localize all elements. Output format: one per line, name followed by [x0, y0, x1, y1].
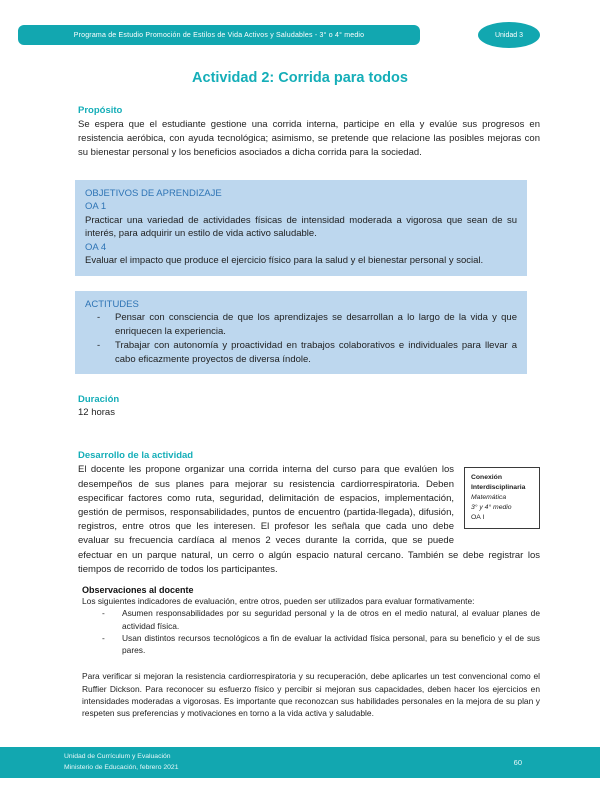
actitud-item — [85, 311, 517, 339]
page-number: 60 — [513, 758, 522, 767]
actitud-text: Pensar con consciencia de que los aprendizajes se desarrollan a lo largo de la vida y que enriquecen la experiencia. — [115, 312, 517, 337]
proposito-text: Se espera que el estudiante gestione una corrida interna, participe en ella y evalúe sus progresos en resistencia aeróbica, con ayuda tecnológica; asimismo, se pretende que relacione las posibles mejoras con su bienestar personal y los beneficios asociados a dicha corrida para la sociedad. — [78, 119, 540, 159]
dash-bullet: - — [102, 608, 105, 619]
conexion-interdisciplinaria-box — [464, 467, 540, 529]
objetivo-text: Practicar una variedad de actividades físicas de intensidad moderada a vigorosa que sean de su interés, para adquirir un estilo de vida activo saludable. — [85, 214, 517, 240]
observaciones-heading: Observaciones al docente — [82, 584, 194, 595]
duracion-value: 12 horas — [78, 407, 115, 419]
activity-title: Actividad 2: Corrida para todos — [192, 70, 408, 86]
duracion-section — [78, 394, 540, 418]
footer-line1: Unidad de Currículum y Evaluación — [64, 753, 171, 760]
unit-badge-label: Unidad 3 — [494, 31, 524, 39]
conexion-oa: OA I — [471, 514, 485, 522]
objetivos-heading: OBJETIVOS DE APRENDIZAJE — [85, 187, 222, 199]
actitudes-box — [75, 291, 527, 375]
observaciones-item — [82, 607, 540, 632]
header-program-bar — [18, 25, 420, 45]
objetivo-code: OA 1 — [85, 201, 107, 213]
footer-bar — [0, 747, 600, 778]
observaciones-section — [78, 585, 540, 720]
content-column — [78, 105, 540, 720]
desarrollo-text: El docente les propone organizar una corrida interna del curso para que evalúen los desempeños de sus planes para mejorar su resistencia cardiorrespiratoria. Deben especificar factores como ruta, seguridad, delimitación de espacios, implementación, gestión de permisos, responsabilidades, puntos de encuentro (partida-llegada), difusión, registros, entre otros que les interesen. El profesor les señala que cada uno debe evaluar su frecuencia cardíaca al menos 2 veces durante la corrida, que se puede efectuar en un parque natural, un cerro o algún espacio natural cercano. También se debe registrar los tiempos de recorrido de todos los participantes. — [78, 464, 540, 575]
desarrollo-body — [78, 463, 540, 577]
observaciones-intro: Los siguientes indicadores de evaluación, entre otros, pueden ser utilizados para evaluar formativamente: — [82, 595, 475, 606]
desarrollo-heading: Desarrollo de la actividad — [78, 450, 194, 462]
proposito-heading: Propósito — [78, 105, 123, 116]
dash-bullet: - — [97, 339, 101, 351]
actitud-item — [85, 339, 517, 367]
dash-bullet: - — [102, 632, 105, 643]
conexion-subject: Matemática — [471, 494, 507, 502]
header-program-label: Programa de Estudio Promoción de Estilos de Vida Activos y Saludables - 3° o 4° medio — [73, 31, 365, 39]
observaciones-item-text: Asumen responsabilidades por su seguridad personal y la de otros en el medio natural, al evaluar planes de actividad física. — [122, 608, 540, 631]
actitud-text: Trabajar con autonomía y proactividad en trabajos colaborativos e individuales para llevar a cabo eficazmente proyectos de diversa índole. — [115, 339, 517, 365]
objetivo-text: Evaluar el impacto que produce el ejercicio físico para la salud y el bienestar personal y social. — [85, 255, 484, 267]
actitudes-heading: ACTITUDES — [85, 298, 139, 310]
objetivos-box — [75, 180, 527, 276]
dash-bullet: - — [97, 312, 101, 324]
proposito-section — [78, 105, 540, 161]
desarrollo-section — [78, 450, 540, 577]
observaciones-closing: Para verificar si mejoran la resistencia cardiorrespiratoria y su recuperación, debe aplicarles un test convencional como el Ruffier Dickson. Para reconocer su esfuerzo físico y percibir si mejoran sus capacidades, deben hacer los ejercicios en intensidades moderadas a vigorosas. Es importante que reconozcan sus habilidades personales en la mejora de su plan y respeten sus preferencias y motivaciones en torno a la vida activa y saludable. — [82, 671, 540, 719]
objetivo-code: OA 4 — [85, 241, 107, 253]
footer-credits — [64, 752, 178, 773]
conexion-level: 3° y 4° medio — [471, 504, 512, 512]
observaciones-item-text: Usan distintos recursos tecnológicos a fin de evaluar la actividad física personal, para su beneficio y el de sus pares. — [122, 632, 540, 656]
observaciones-item — [82, 632, 540, 657]
footer-line2: Ministerio de Educación, febrero 2021 — [64, 763, 179, 771]
conexion-title: Conexión Interdisciplinaria — [471, 474, 526, 492]
duracion-heading: Duración — [78, 394, 120, 406]
unit-badge — [478, 22, 540, 48]
